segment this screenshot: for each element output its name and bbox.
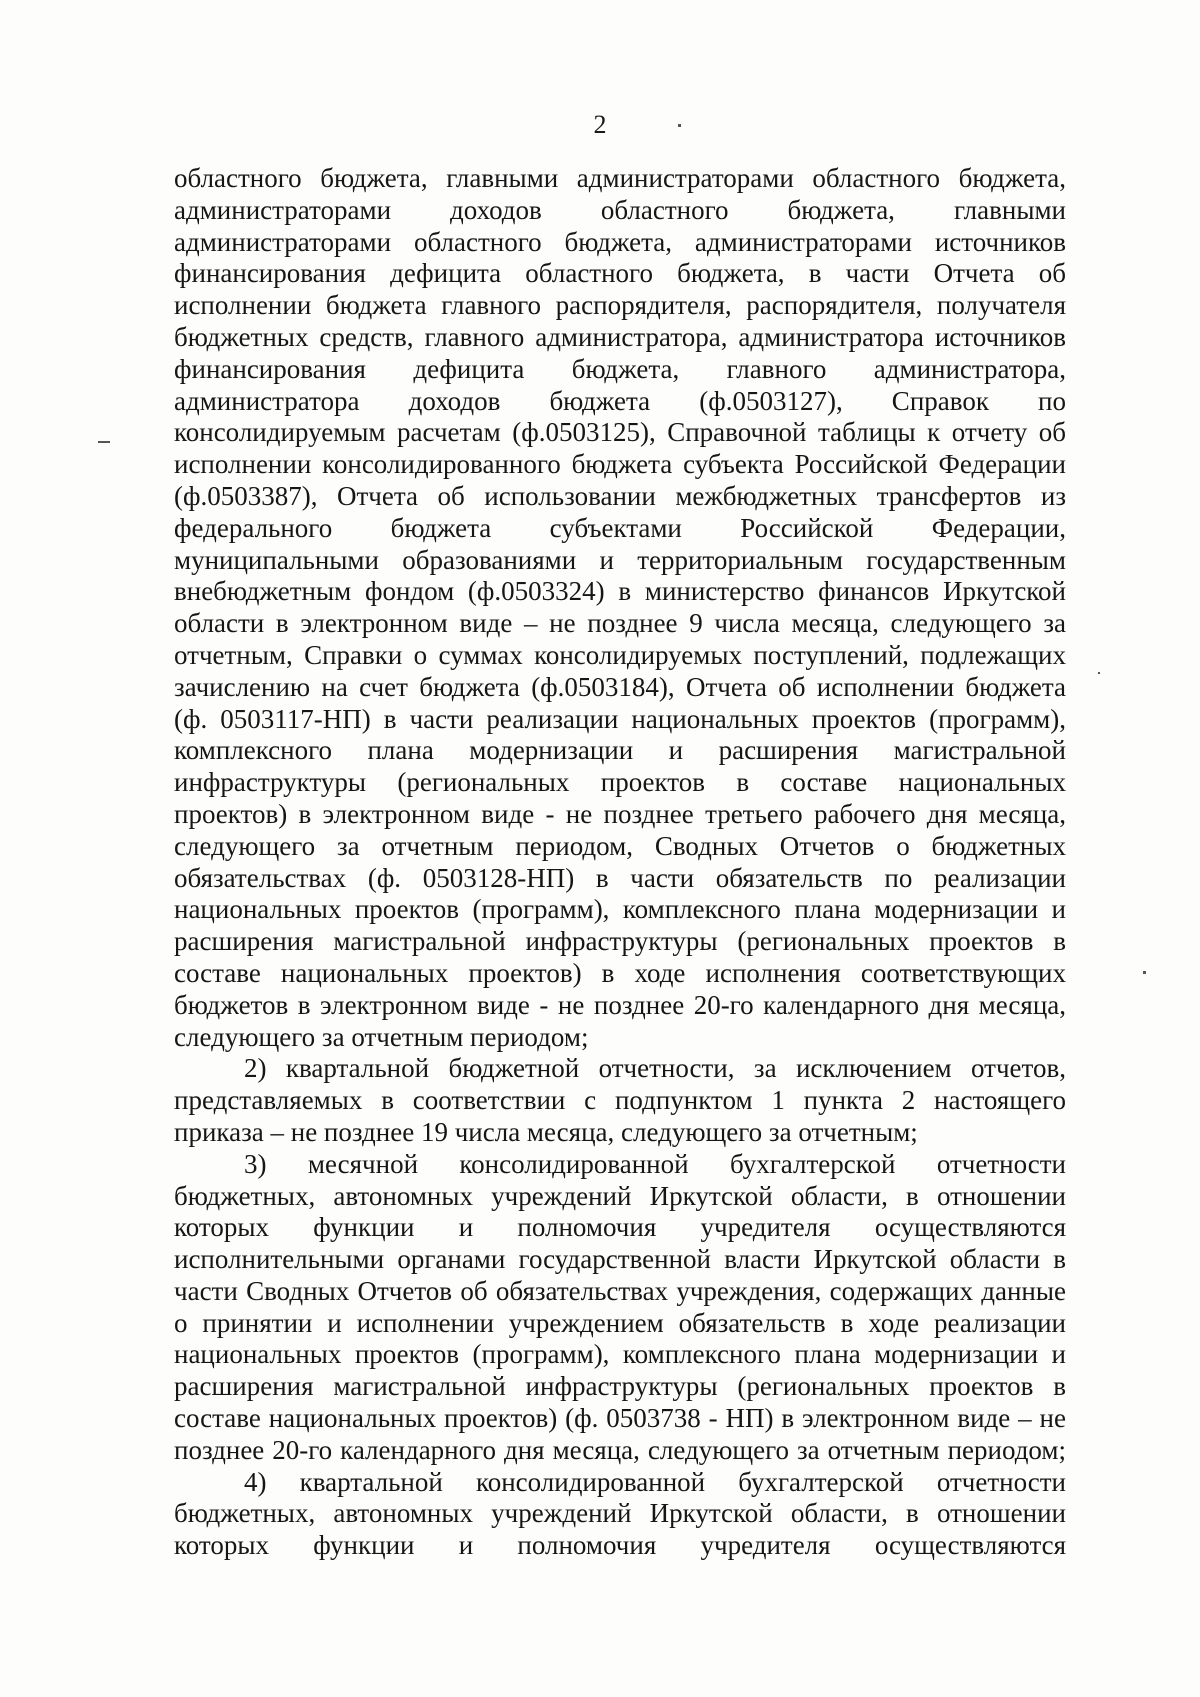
text-line: представляемых в соответствии с подпунктом 1 пункта 2 настоящего [174,1085,1066,1116]
text-line: области в электронном виде – не позднее 9 числа месяца, следующего за [174,608,1066,639]
text-line: позднее 20-го календарного дня месяца, следующего за отчетным периодом; [174,1434,1066,1465]
text-line: проектов) в электронном виде - не позднее третьего рабочего дня месяца, [174,798,1066,829]
text-line: администраторами доходов областного бюджета, главными [174,194,1066,225]
text-line: расширения магистральной инфраструктуры (региональных проектов в [174,1371,1066,1402]
text-line: бюджетных, автономных учреждений Иркутской области, в отношении [174,1180,1066,1211]
text-line: следующего за отчетным периодом, Сводных Отчетов о бюджетных [174,830,1066,861]
text-line: областного бюджета, главными администраторами областного бюджета, [174,163,1066,193]
text-line: финансирования дефицита бюджета, главного администратора, [174,353,1066,384]
text-line: исполнении консолидированного бюджета субъекта Российской Федерации [174,449,1066,480]
text-line: исполнении бюджета главного распорядителя, распорядителя, получателя [174,290,1066,321]
scan-artifact-dot [678,124,681,127]
text-line: национальных проектов (программ), комплексного плана модернизации и [174,894,1066,925]
document-body [174,163,1066,1562]
text-line: составе национальных проектов) (ф. 0503738 - НП) в электронном виде – не [174,1403,1066,1434]
text-line: 2) квартальной бюджетной отчетности, за исключением отчетов, [244,1053,1066,1084]
text-line: которых функции и полномочия учредителя осуществляются [174,1212,1066,1243]
text-line: национальных проектов (программ), комплексного плана модернизации и [174,1339,1066,1370]
text-line: приказа – не позднее 19 числа месяца, следующего за отчетным; [174,1116,918,1147]
text-line: внебюджетным фондом (ф.0503324) в министерство финансов Иркутской [174,576,1066,607]
text-line: консолидируемым расчетам (ф.0503125), Справочной таблицы к отчету об [174,417,1066,448]
text-line: (ф. 0503117-НП) в части реализации национальных проектов (программ), [174,703,1066,734]
scan-artifact-dot [1098,672,1100,674]
text-line: отчетным, Справки о суммах консолидируемых поступлений, подлежащих [174,639,1066,670]
text-line: которых функции и полномочия учредителя осуществляются [174,1530,1066,1561]
text-line: (ф.0503387), Отчета об использовании межбюджетных трансфертов из [174,480,1066,511]
text-line: 4) квартальной консолидированной бухгалтерской отчетности [244,1466,1066,1497]
text-line: бюджетов в электронном виде - не позднее 20-го календарного дня месяца, [174,989,1066,1020]
text-line: следующего за отчетным периодом; [174,1021,589,1052]
text-line: инфраструктуры (региональных проектов в составе национальных [174,767,1066,798]
scan-artifact-dot [1143,971,1146,974]
text-line: финансирования дефицита областного бюджета, в части Отчета об [174,258,1066,289]
text-line: о принятии и исполнении учреждением обязательств в ходе реализации [174,1307,1066,1338]
text-line: администраторами областного бюджета, администраторами источников [174,226,1066,257]
scan-artifact-dash [98,441,110,443]
text-line: расширения магистральной инфраструктуры (региональных проектов в [174,926,1066,957]
text-line: администратора доходов бюджета (ф.0503127), Справок по [174,385,1066,416]
text-line: зачислению на счет бюджета (ф.0503184), Отчета об исполнении бюджета [174,671,1066,702]
page-number: 2 [593,110,607,139]
text-line: бюджетных, автономных учреждений Иркутской области, в отношении [174,1498,1066,1529]
text-line: федерального бюджета субъектами Российской Федерации, [174,512,1066,543]
text-line: части Сводных Отчетов об обязательствах учреждения, содержащих данные [174,1275,1066,1306]
text-line: 3) месячной консолидированной бухгалтерской отчетности [244,1148,1066,1179]
text-line: составе национальных проектов) в ходе исполнения соответствующих [174,957,1066,988]
text-line: обязательствах (ф. 0503128-НП) в части обязательств по реализации [174,862,1066,893]
text-line: исполнительными органами государственной власти Иркутской области в [174,1244,1066,1275]
text-line: муниципальными образованиями и территориальным государственным [174,544,1066,575]
text-line: бюджетных средств, главного администратора, администратора источников [174,321,1066,352]
text-line: комплексного плана модернизации и расширения магистральной [174,735,1066,766]
